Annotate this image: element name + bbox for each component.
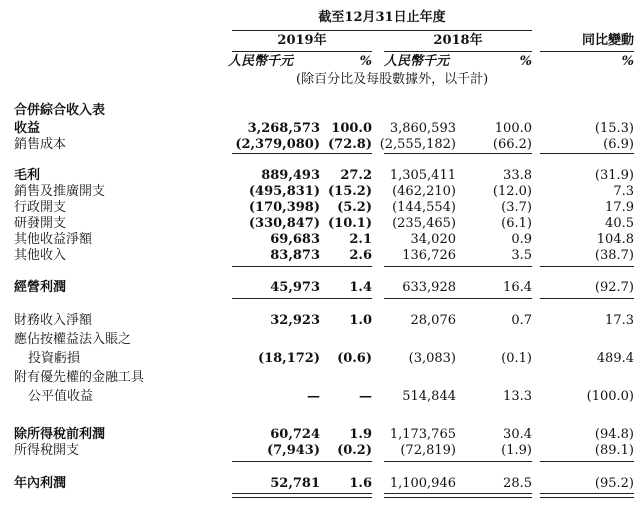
value-2018: 136,726 xyxy=(402,248,456,263)
value-2019: 69,683 xyxy=(270,232,320,247)
value-2018: 1,305,411 xyxy=(389,168,456,183)
pct-2019: % xyxy=(359,54,372,69)
rule-yoy xyxy=(540,51,634,52)
pct-2019: (72.8) xyxy=(328,137,372,152)
yoy-change: (95.2) xyxy=(594,476,634,491)
pct-2019: (0.6) xyxy=(337,351,372,366)
yoy-change: (31.9) xyxy=(594,168,634,183)
row-label: 行政開支 xyxy=(14,200,67,215)
row-label: 所得稅開支 xyxy=(14,443,80,458)
row-label: 其他收入 xyxy=(14,248,67,263)
year-2019: 2019年 xyxy=(277,33,327,48)
value-2018: (462,210) xyxy=(392,184,456,199)
pct-2018: 28.5 xyxy=(503,476,532,491)
row-label-cont: 公平值收益 xyxy=(28,389,94,404)
row-label: 年內利潤 xyxy=(14,476,67,491)
pct-2018: (3.7) xyxy=(501,200,532,215)
pct-2019: 1.0 xyxy=(349,313,372,328)
yoy-change: (94.8) xyxy=(594,427,634,442)
pct-2018: 100.0 xyxy=(494,121,532,136)
subtotal-rule xyxy=(384,153,532,154)
pct-2018: 33.8 xyxy=(503,168,532,183)
pct-2018: % xyxy=(519,54,532,69)
period-header: 截至12月31日止年度 xyxy=(318,10,446,25)
pct-2019: 1.6 xyxy=(349,476,372,491)
row-label: 收益 xyxy=(14,121,41,136)
value-2018: 1,100,946 xyxy=(389,476,456,491)
yoy-change: 17.3 xyxy=(605,313,634,328)
pct-2018: 0.9 xyxy=(511,232,532,247)
value-2019: 32,923 xyxy=(270,313,320,328)
value-2018: 633,928 xyxy=(402,280,456,295)
total-double-rule xyxy=(232,493,372,498)
pct-2018: 30.4 xyxy=(503,427,532,442)
pct-2019: 2.6 xyxy=(349,248,372,263)
pct-2018: 13.3 xyxy=(503,389,532,404)
row-label: 其他收益淨額 xyxy=(14,232,93,247)
subtotal-rule xyxy=(232,153,372,154)
yoy-change: (15.3) xyxy=(594,121,634,136)
value-2019: (170,398) xyxy=(248,200,320,215)
pct-2018: 0.7 xyxy=(511,313,532,328)
value-2019: 52,781 xyxy=(270,476,320,491)
yoy-change: 17.9 xyxy=(605,200,634,215)
value-2019: 3,268,573 xyxy=(247,121,320,136)
pct-2018: (6.1) xyxy=(501,216,532,231)
pct-yoy: % xyxy=(621,54,634,69)
section-title: 合併綜合收入表 xyxy=(14,103,106,118)
row-label: 除所得稅前利潤 xyxy=(14,427,106,442)
total-double-rule xyxy=(540,493,634,498)
subtotal-rule xyxy=(384,298,532,299)
total-double-rule xyxy=(384,493,532,498)
pct-2019: 27.2 xyxy=(340,168,372,183)
value-2019: (330,847) xyxy=(248,216,320,231)
value-2019: (18,172) xyxy=(257,351,320,366)
row-label: 應佔按權益法入賬之 xyxy=(14,332,132,347)
pct-2018: (0.1) xyxy=(501,351,532,366)
yoy-change: 104.8 xyxy=(596,232,634,247)
subtotal-rule xyxy=(232,266,372,267)
unit-2019: 人民幣千元 xyxy=(228,54,294,69)
row-label-cont: 投資虧損 xyxy=(28,351,81,366)
pct-2019: — xyxy=(359,389,372,404)
value-2019: (7,943) xyxy=(266,443,320,458)
pct-2019: (5.2) xyxy=(337,200,372,215)
subtotal-rule xyxy=(384,461,532,462)
yoy-change: (6.9) xyxy=(603,137,634,152)
rule-2018 xyxy=(384,51,532,52)
subtotal-rule xyxy=(540,461,634,462)
yoy-change: 40.5 xyxy=(605,216,634,231)
yoy-change: (100.0) xyxy=(586,389,634,404)
value-2019: 60,724 xyxy=(270,427,320,442)
unit-2018: 人民幣千元 xyxy=(384,54,450,69)
value-2018: 3,860,593 xyxy=(389,121,456,136)
row-label: 毛利 xyxy=(14,168,41,183)
rule-2019 xyxy=(232,51,372,52)
subtotal-rule xyxy=(232,461,372,462)
pct-2018: 3.5 xyxy=(511,248,532,263)
value-2019: (495,831) xyxy=(248,184,320,199)
value-2018: 1,173,765 xyxy=(389,427,456,442)
subtotal-rule xyxy=(384,266,532,267)
value-2018: 514,844 xyxy=(402,389,456,404)
row-label: 經營利潤 xyxy=(14,280,67,295)
yoy-change: (38.7) xyxy=(594,248,634,263)
value-2018: 28,076 xyxy=(410,313,456,328)
pct-2018: (12.0) xyxy=(492,184,532,199)
row-label: 銷售及推廣開支 xyxy=(14,184,106,199)
subtotal-rule xyxy=(232,298,372,299)
row-label: 附有優先權的金融工具 xyxy=(14,370,145,385)
pct-2019: 1.9 xyxy=(349,427,372,442)
value-2019: 889,493 xyxy=(261,168,320,183)
pct-2019: (10.1) xyxy=(328,216,372,231)
value-2018: 34,020 xyxy=(410,232,456,247)
year-2018: 2018年 xyxy=(433,33,483,48)
value-2019: 45,973 xyxy=(270,280,320,295)
pct-2019: (0.2) xyxy=(337,443,372,458)
yoy-change: (92.7) xyxy=(594,280,634,295)
yoy-change: 489.4 xyxy=(596,351,634,366)
row-label: 財務收入淨額 xyxy=(14,313,93,328)
pct-2019: (15.2) xyxy=(328,184,372,199)
yoy-change: 7.3 xyxy=(613,184,634,199)
value-2018: (3,083) xyxy=(408,351,456,366)
pct-2018: (66.2) xyxy=(492,137,532,152)
pct-2018: (1.9) xyxy=(501,443,532,458)
value-2019: — xyxy=(307,389,320,404)
value-2019: 83,873 xyxy=(270,248,320,263)
row-label: 銷售成本 xyxy=(14,137,67,152)
row-label: 研發開支 xyxy=(14,216,67,231)
pct-2018: 16.4 xyxy=(503,280,532,295)
value-2018: (144,554) xyxy=(392,200,456,215)
value-2019: (2,379,080) xyxy=(235,137,320,152)
subtotal-rule xyxy=(540,153,634,154)
value-2018: (235,465) xyxy=(392,216,456,231)
pct-2019: 2.1 xyxy=(349,232,372,247)
unit-note: (除百分比及每股數據外，以千計) xyxy=(296,72,489,87)
subtotal-rule xyxy=(540,266,634,267)
yoy-change: (89.1) xyxy=(594,443,634,458)
header-rule xyxy=(232,30,532,31)
yoy-header: 同比變動 xyxy=(581,33,634,48)
pct-2019: 100.0 xyxy=(331,121,372,136)
value-2018: (72,819) xyxy=(400,443,456,458)
subtotal-rule xyxy=(540,298,634,299)
value-2018: (2,555,182) xyxy=(379,137,456,152)
pct-2019: 1.4 xyxy=(349,280,372,295)
